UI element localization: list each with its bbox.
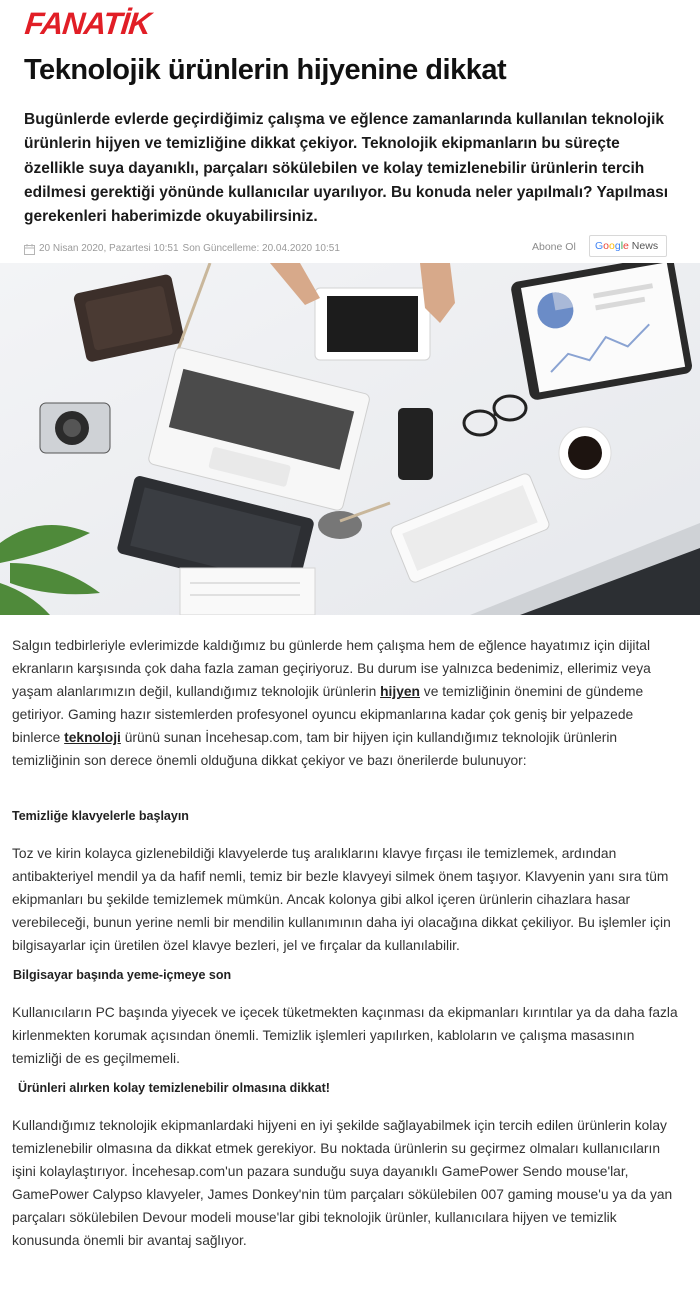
logo-text: FANATİK <box>23 6 152 41</box>
calendar-icon <box>24 244 35 255</box>
teknoloji-link[interactable]: teknoloji <box>64 730 121 745</box>
article-title: Teknolojik ürünlerin hijyenine dikkat <box>24 54 507 86</box>
camera-icon <box>40 403 110 453</box>
hero-image <box>0 263 700 615</box>
google-news-label: News <box>628 240 659 252</box>
article-summary: Bugünlerde evlerde geçirdiğimiz çalışma ve eğlence zamanlarında kullanılan teknolojik ürünlerin hijyen ve temizliğine dikkat çekiyor. Teknolojik ekipmanların bu süreçte özellikle suya dayanıklı, parçaları sökülebilen ve kolay temizlenebilir ürünlerin tercih edilmesi gerektiği yönünde kullanıcılar uyarılıyor. Bu konuda neler yapılmalı? Yapılması gerekenleri haberimizde okuyabilirsiniz. <box>24 111 669 226</box>
follow-label: Abone Ol <box>532 241 576 253</box>
section-heading: Ürünleri alırken kolay temizlenebilir olmasına dikkat! <box>18 1081 330 1095</box>
section-paragraph: Kullandığımız teknolojik ekipmanlardaki hijyeni en iyi şekilde sağlayabilmek için tercih edilen ürünlerin kolay temizlenebilir olmasına da dikkat etmek gerekiyor. Bu noktada ürünlerin su geçirmez olmaları kullanıcıların işini kolaylaştırıyor. İncehesap.com'un pazara sunduğu suya dayanıklı GamePower Sendo mouse'lar, GamePower Calypso klavyeler, James Donkey'nin tüm parçaları sökülebilen 007 gaming mouse'u ya da yan parçaları sökülebilen Devour modeli mouse'lar gibi teknolojik ürünler, kullanıcılara hijyen ve temizlik konusunda önemli bir avantaj sağlıyor. <box>12 1118 673 1248</box>
google-news-button[interactable]: Google News <box>589 235 667 257</box>
updated-date: Son Güncelleme: 20.04.2020 10:51 <box>182 243 340 254</box>
article-meta <box>24 241 340 257</box>
desk-illustration <box>0 263 700 615</box>
section-paragraph: Toz ve kirin kolayca gizlenebildiği klavyelerde tuş aralıklarını klavye fırçası ile temizlemek, ardından antibakteriyel mendil ya da hafif nemli, temiz bir bezle klavyeyi silmek önem taşıyor. Klavyenin yanı sıra tüm ekipmanları bu şekilde temizlemek mümkün. Ancak kolonya gibi alkol içeren ürünlerin cihazlara hasar verebileceği, bunun yerine nemli bir mendilin kullanımının daha iyi olacağına dikkat çekiliyor. Bu işlemler için bilgisayarlar için üretilen özel klavye bezleri, jel ve fırçalar da kullanılabilir. <box>12 846 671 953</box>
section-paragraph: Kullanıcıların PC başında yiyecek ve içecek tüketmekten kaçınması da ekipmanları kırıntılar ya da daha fazla kirlenmekten korumak açısından önemli. Temizlik işlemleri yapılırken, kabloların ve çalışma masasının temizliği de es geçilmemeli. <box>12 1005 678 1066</box>
section-heading: Temizliğe klavyelerle başlayın <box>12 809 189 823</box>
section-heading: Bilgisayar başında yeme-içmeye son <box>13 968 232 982</box>
site-logo[interactable] <box>25 8 180 40</box>
hijyen-link[interactable]: hijyen <box>380 684 420 699</box>
publish-date: 20 Nisan 2020, Pazartesi 10:51 <box>39 243 179 254</box>
intro-paragraph: Salgın tedbirleriyle evlerimizde kaldığımız bu günlerde hem çalışma hem de eğlence hayatımız için dijital ekranların karşısında çok daha fazla zaman geçiriyoruz. Bu durum ise yalnızca bedenimiz, ellerimiz veya yaşam alanlarımızın değil, kullandığımız teknolojik ürünlerin hijyen ve temizliğinin önemini de gündeme getiriyor. Gaming hazır sistemlerden profesyonel oyuncu ekipmanlarına kadar çok geniş bir yelpazede binlerce teknoloji ürünü sunan İncehesap.com, tam bir hijyen için kullandığımız teknolojik ürünlerin temizliğinin son derece önemli olduğuna dikkat çekiyor ve bazı önerilerde bulunuyor: <box>12 638 651 768</box>
